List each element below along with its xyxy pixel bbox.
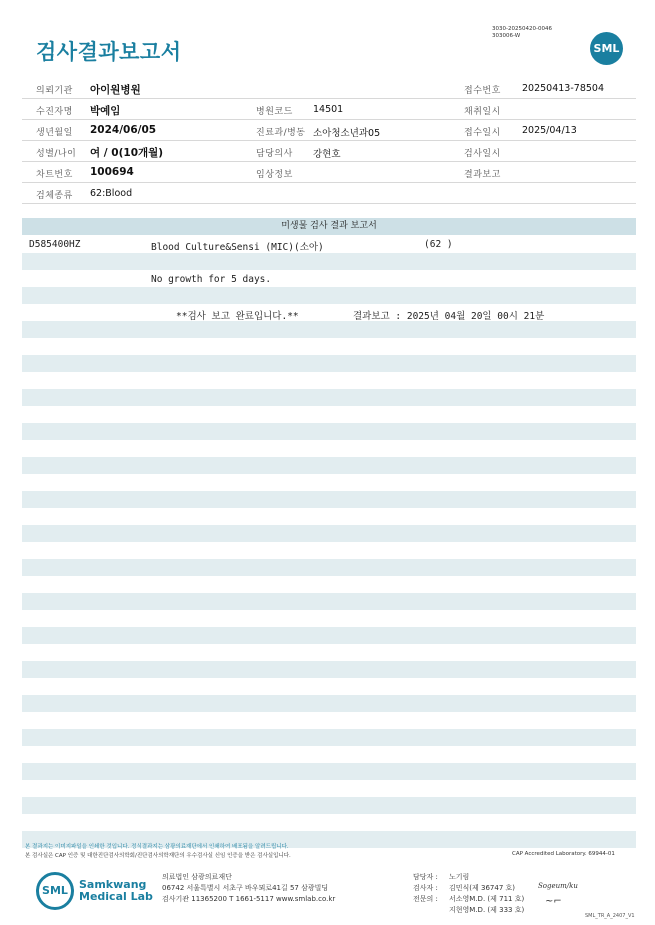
info-value: 아이원병원 [90, 84, 141, 96]
info-label: 검사일시 [464, 149, 501, 159]
sml-brand [36, 872, 153, 910]
info-value: 62:Blood [90, 188, 133, 199]
result-sheet-header: 미생물 검사 결과 보고서 [22, 218, 636, 235]
info-row [22, 78, 636, 99]
info-label: 담당의사 [256, 149, 293, 159]
info-row [22, 183, 636, 204]
lab-address [162, 872, 335, 905]
info-label: 의뢰기관 [36, 86, 73, 96]
info-label: 병원코드 [256, 107, 293, 117]
staff-value: 지현영M.D. (제 333 호) [449, 906, 525, 914]
sheet-stripe [22, 321, 636, 338]
info-value: 2025/04/13 [522, 125, 577, 136]
info-value: 2024/06/05 [90, 124, 157, 136]
document-code-line: 303006-W [492, 33, 521, 39]
sheet-stripe [22, 525, 636, 542]
sheet-stripe [22, 695, 636, 712]
info-value: 100694 [90, 166, 134, 178]
info-value: 20250413-78504 [522, 83, 605, 94]
info-label: 생년월일 [36, 128, 73, 138]
sheet-stripe [22, 763, 636, 780]
info-label: 임상정보 [256, 170, 293, 180]
sml-logo: SML [590, 32, 623, 65]
sheet-stripe [22, 423, 636, 440]
document-code-line: 3030-20250420-0046 [492, 26, 552, 32]
info-label: 채취일시 [464, 107, 501, 117]
signature-mark: ~⌐ [545, 896, 562, 907]
sml-logo-mark: SML [36, 872, 74, 910]
address-line: 검사기관 11365200 T 1661-5117 www.smlab.co.kr [162, 895, 336, 903]
document-code [492, 26, 552, 40]
info-value: 14501 [313, 104, 344, 115]
info-value: 박예임 [90, 105, 121, 117]
info-label: 접수번호 [464, 86, 501, 96]
sheet-stripe [22, 661, 636, 678]
sheet-stripe [22, 729, 636, 746]
sheet-stripe [22, 287, 636, 304]
signature: Sogeum/ku [538, 882, 578, 890]
staff-row [413, 883, 524, 894]
test-name: Blood Culture&Sensi (MIC)(소아) [151, 242, 324, 253]
sheet-stripe [22, 797, 636, 814]
print-notice: 본 결과지는 이미지파일을 인쇄한 것입니다. 정식결과지는 삼광의료재단에서 인쇄하여 배포됨을 알려드립니다. [25, 844, 289, 850]
staff-label: 담당자 : [413, 873, 438, 881]
address-line: 06742 서울특별시 서초구 바우뫼로41길 57 삼광빌딩 [162, 884, 329, 892]
staff-list [413, 872, 524, 916]
info-label: 접수일시 [464, 128, 501, 138]
sheet-stripe [22, 253, 636, 270]
culture-finding: No growth for 5 days. [151, 274, 272, 285]
test-code: D585400HZ [29, 239, 81, 250]
info-label: 검체종류 [36, 191, 73, 201]
brand-name-line: Samkwang [79, 878, 147, 891]
info-label: 차트번호 [36, 170, 73, 180]
staff-label [413, 905, 449, 916]
staff-label: 검사자 : [413, 884, 438, 892]
specimen-code: (62 ) [424, 239, 453, 250]
sheet-stripe [22, 457, 636, 474]
report-time: 결과보고 : 2025년 04월 20일 00시 21분 [353, 311, 545, 322]
sheet-stripe [22, 627, 636, 644]
cap-accreditation: CAP Accredited Laboratory. 69944-01 [512, 851, 615, 857]
accreditation-notice: 본 검사실은 CAP 인증 및 대한진단검사의학회/진단검사의학재단의 우수검사실 신임 인증을 받은 검사실입니다. [25, 853, 291, 859]
info-label: 수진자명 [36, 107, 73, 117]
staff-value: 노기림 [449, 873, 470, 881]
info-row [22, 99, 636, 120]
info-value: 여 / 0(10개월) [90, 147, 164, 159]
result-sheet [22, 218, 636, 322]
staff-row [413, 894, 524, 905]
sheet-stripe [22, 355, 636, 372]
info-label: 진료과/병동 [256, 128, 306, 138]
sheet-stripe [22, 389, 636, 406]
sheet-stripe [22, 559, 636, 576]
report-complete-message: **검사 보고 완료입니다.** [176, 311, 299, 322]
info-label: 결과보고 [464, 170, 501, 180]
report-title: 검사결과보고서 [36, 40, 182, 64]
info-value: 소아청소년과05 [313, 128, 381, 139]
form-number: SML_TR_A_2407_V1 [585, 913, 635, 919]
info-label: 성별/나이 [36, 149, 77, 159]
staff-value: 김민식(제 36747 호) [449, 884, 515, 892]
info-row [22, 162, 636, 183]
sheet-stripe [22, 593, 636, 610]
staff-label: 전문의 : [413, 895, 438, 903]
staff-value: 서소영M.D. (제 711 호) [449, 895, 525, 903]
patient-info-table [22, 78, 636, 204]
staff-row [413, 905, 524, 916]
staff-row [413, 872, 524, 883]
info-row [22, 120, 636, 141]
info-row [22, 141, 636, 162]
info-value: 강현호 [313, 149, 341, 160]
address-line: 의료법인 삼광의료재단 [162, 873, 232, 881]
brand-name [79, 879, 153, 903]
sheet-stripe [22, 491, 636, 508]
brand-name-line: Medical Lab [79, 890, 153, 903]
